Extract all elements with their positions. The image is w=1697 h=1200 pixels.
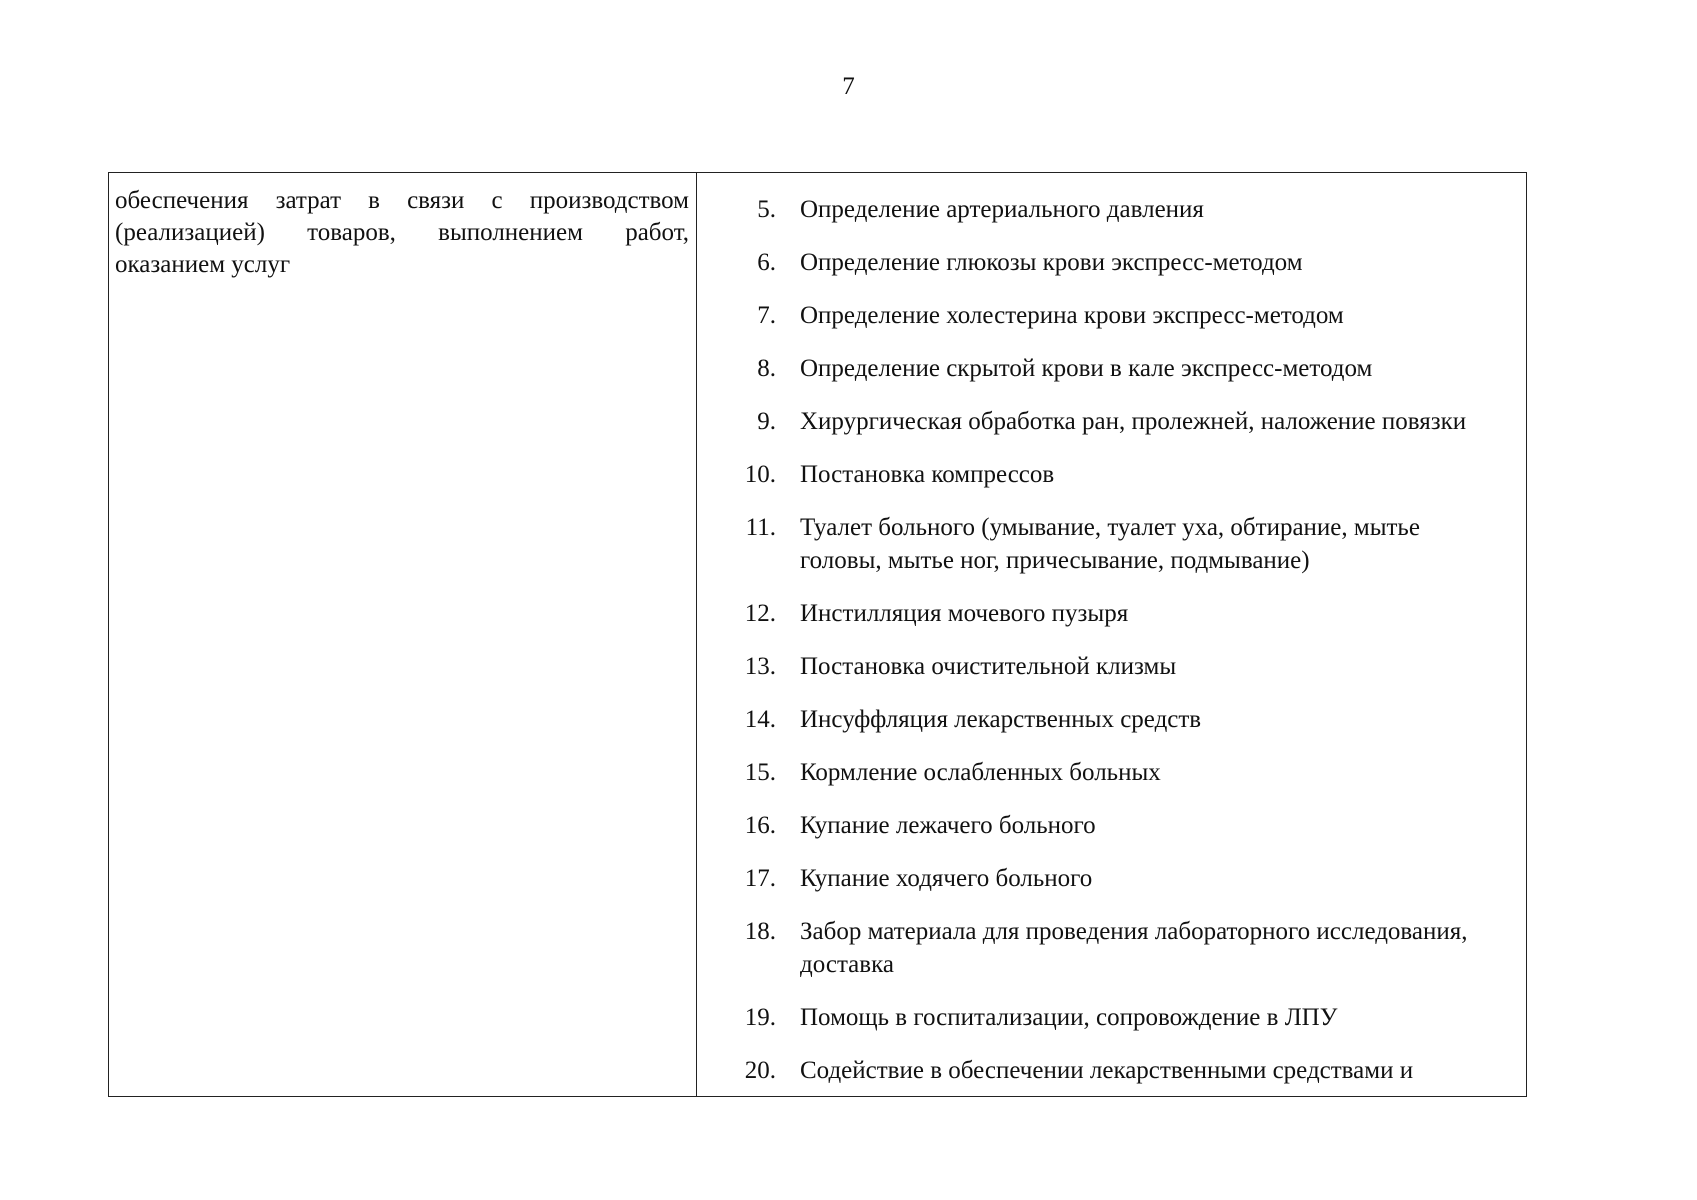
left-cell-line: оказанием услуг bbox=[115, 251, 291, 278]
item-text bbox=[800, 809, 1569, 842]
list-item bbox=[719, 703, 1569, 736]
item-line: Постановка компрессов bbox=[800, 461, 1055, 488]
list-item bbox=[719, 915, 1569, 981]
list-item bbox=[719, 352, 1569, 385]
list-item bbox=[719, 597, 1569, 630]
page-number: 7 bbox=[842, 73, 855, 100]
list-item bbox=[719, 458, 1569, 491]
item-number: 5. bbox=[757, 196, 776, 223]
left-cell-line: (реализацией) товаров, выполнением работ, bbox=[115, 219, 689, 246]
item-text bbox=[800, 650, 1569, 683]
item-line: Помощь в госпитализации, сопровождение в ЛПУ bbox=[800, 1004, 1338, 1031]
item-line: Кормление ослабленных больных bbox=[800, 759, 1161, 786]
item-number: 9. bbox=[757, 408, 776, 435]
item-number: 15. bbox=[744, 759, 776, 786]
item-text bbox=[800, 352, 1569, 385]
item-line: Постановка очистительной клизмы bbox=[800, 653, 1177, 680]
list-item bbox=[719, 511, 1569, 577]
item-line: Определение артериального давления bbox=[800, 196, 1204, 223]
list-item bbox=[719, 193, 1569, 226]
item-number: 17. bbox=[744, 865, 776, 892]
item-number: 11. bbox=[745, 514, 776, 541]
item-text bbox=[800, 703, 1569, 736]
list-item bbox=[719, 405, 1569, 438]
item-number: 7. bbox=[757, 302, 776, 329]
item-text bbox=[800, 299, 1569, 332]
list-item bbox=[719, 756, 1569, 789]
item-line: Купание лежачего больного bbox=[800, 812, 1096, 839]
item-text bbox=[800, 458, 1569, 491]
item-line: доставка bbox=[800, 951, 894, 978]
item-text bbox=[800, 246, 1569, 279]
item-number: 8. bbox=[757, 355, 776, 382]
item-line: Определение скрытой крови в кале экспресс-методом bbox=[800, 355, 1373, 382]
list-item bbox=[719, 299, 1569, 332]
item-line: Инстилляция мочевого пузыря bbox=[800, 600, 1129, 627]
item-text bbox=[800, 915, 1569, 981]
item-line: Забор материала для проведения лабораторного исследования, bbox=[800, 918, 1468, 945]
item-number: 10. bbox=[744, 461, 776, 488]
services-table bbox=[108, 172, 1527, 1097]
column-divider bbox=[696, 173, 697, 1096]
list-item bbox=[719, 809, 1569, 842]
item-text bbox=[800, 193, 1569, 226]
item-text bbox=[800, 405, 1569, 438]
item-number: 13. bbox=[744, 653, 776, 680]
item-line: Купание ходячего больного bbox=[800, 865, 1093, 892]
services-list bbox=[719, 193, 1569, 1107]
item-text bbox=[800, 1001, 1569, 1034]
list-item bbox=[719, 1001, 1569, 1034]
item-text bbox=[800, 597, 1569, 630]
item-line: головы, мытье ног, причесывание, подмывание) bbox=[800, 547, 1310, 574]
item-text bbox=[800, 511, 1569, 577]
left-cell-line: обеспечения затрат в связи с производством bbox=[115, 187, 689, 214]
item-number: 12. bbox=[744, 600, 776, 627]
item-number: 19. bbox=[744, 1004, 776, 1031]
item-number: 16. bbox=[744, 812, 776, 839]
item-line: Определение глюкозы крови экспресс-методом bbox=[800, 249, 1303, 276]
list-item bbox=[719, 246, 1569, 279]
list-item bbox=[719, 1054, 1569, 1087]
item-line: Туалет больного (умывание, туалет уха, обтирание, мытье bbox=[800, 514, 1420, 541]
item-number: 6. bbox=[757, 249, 776, 276]
item-number: 18. bbox=[744, 918, 776, 945]
item-line: Инсуффляция лекарственных средств bbox=[800, 706, 1202, 733]
item-text bbox=[800, 756, 1569, 789]
item-line: Определение холестерина крови экспресс-методом bbox=[800, 302, 1344, 329]
item-line: Хирургическая обработка ран, пролежней, наложение повязки bbox=[800, 408, 1467, 435]
item-line: Содействие в обеспечении лекарственными средствами и bbox=[800, 1057, 1414, 1084]
item-number: 14. bbox=[744, 706, 776, 733]
list-item bbox=[719, 650, 1569, 683]
item-number: 20. bbox=[744, 1057, 776, 1084]
item-text bbox=[800, 862, 1569, 895]
list-item bbox=[719, 862, 1569, 895]
left-cell-text bbox=[115, 185, 689, 281]
item-text bbox=[800, 1054, 1569, 1087]
